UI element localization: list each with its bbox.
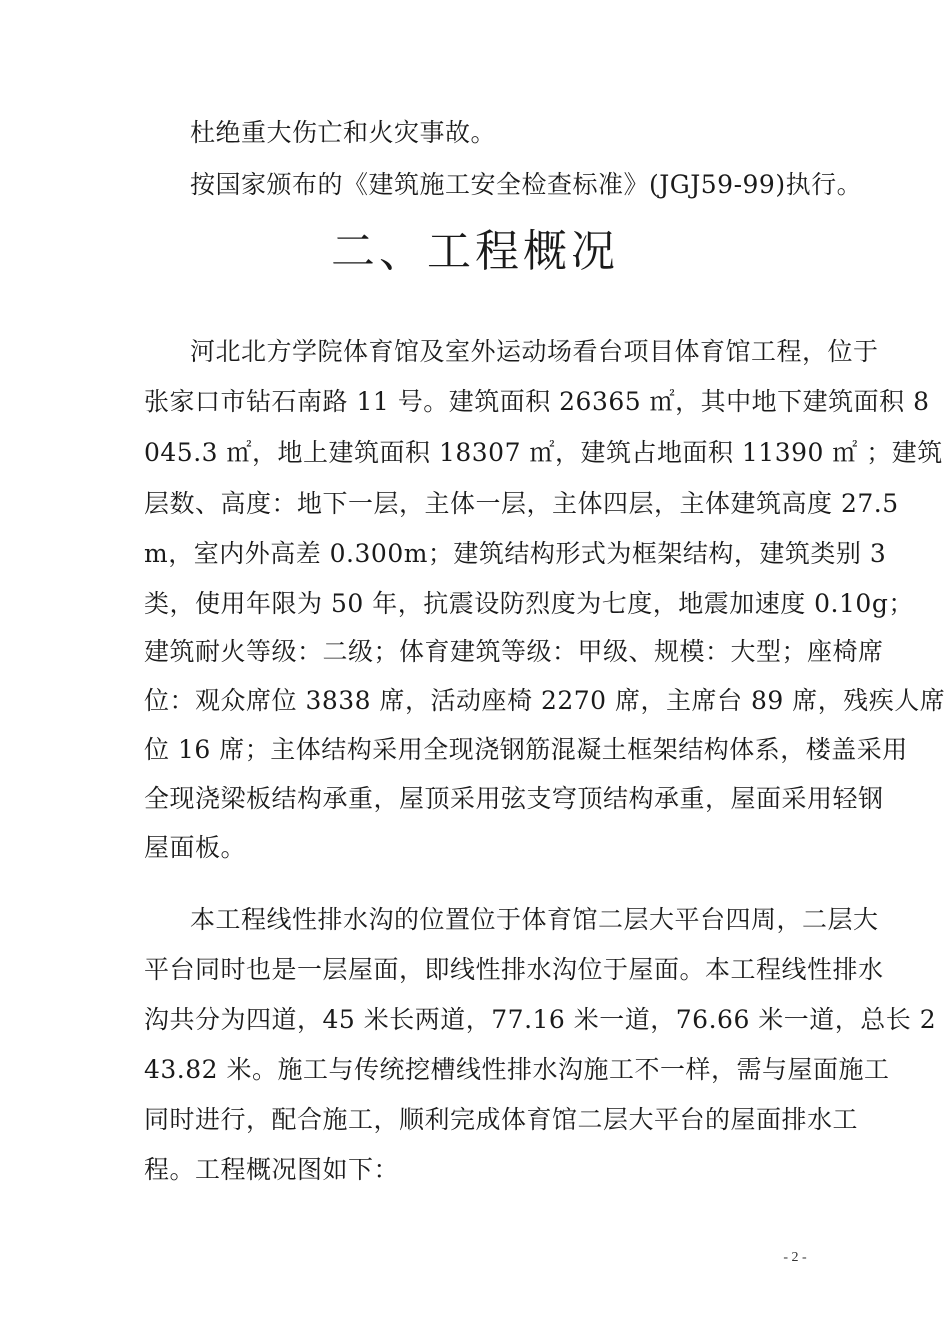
paragraph-1-line: 类，使用年限为 50 年，抗震设防烈度为七度，地震加速度 0.10g； [144, 589, 914, 618]
paragraph-2-line: 本工程线性排水沟的位置位于体育馆二层大平台四周，二层大 [190, 905, 879, 934]
paragraph-1-line: 张家口市钻石南路 11 号。建筑面积 26365 ㎡，其中地下建筑面积 8 [144, 387, 930, 416]
paragraph-1-line: 位：观众席位 3838 席，活动座椅 2270 席，主席台 89 席，残疾人席 [144, 686, 946, 715]
paragraph-2-line: 43.82 米。施工与传统挖槽线性排水沟施工不一样，需与屋面施工 [144, 1055, 890, 1084]
paragraph-2-line: 同时进行，配合施工，顺利完成体育馆二层大平台的屋面排水工 [144, 1105, 859, 1134]
paragraph-1-line: 建筑耐火等级：二级；体育建筑等级：甲级、规模：大型；座椅席 [144, 637, 884, 666]
intro-line-2: 按国家颁布的《建筑施工安全检查标准》(JGJ59-99)执行。 [190, 170, 863, 199]
paragraph-1-line: 河北北方学院体育馆及室外运动场看台项目体育馆工程，位于 [190, 337, 879, 366]
paragraph-2-line: 沟共分为四道，45 米长两道，77.16 米一道，76.66 米一道，总长 2 [144, 1005, 937, 1034]
paragraph-1-line: 045.3 ㎡，地上建筑面积 18307 ㎡，建筑占地面积 11390 ㎡ ；建筑 [144, 438, 943, 467]
paragraph-1-line: 全现浇梁板结构承重，屋顶采用弦支穹顶结构承重，屋面采用轻钢 [144, 784, 884, 813]
intro-line-1: 杜绝重大伤亡和火灾事故。 [190, 118, 497, 147]
section-heading: 二、工程概况 [331, 226, 619, 277]
paragraph-1-line: 屋面板。 [144, 833, 247, 862]
paragraph-2-line: 程。工程概况图如下： [144, 1155, 400, 1184]
paragraph-1-line: 层数、高度：地下一层，主体一层，主体四层，主体建筑高度 27.5 [144, 489, 899, 518]
paragraph-1-line: 位 16 席；主体结构采用全现浇钢筋混凝土框架结构体系，楼盖采用 [144, 735, 908, 764]
paragraph-2-line: 平台同时也是一层屋面，即线性排水沟位于屋面。本工程线性排水 [144, 955, 884, 984]
page-number: - 2 - [783, 1250, 807, 1265]
paragraph-1-line: m，室内外高差 0.300m；建筑结构形式为框架结构，建筑类别 3 [144, 539, 887, 568]
